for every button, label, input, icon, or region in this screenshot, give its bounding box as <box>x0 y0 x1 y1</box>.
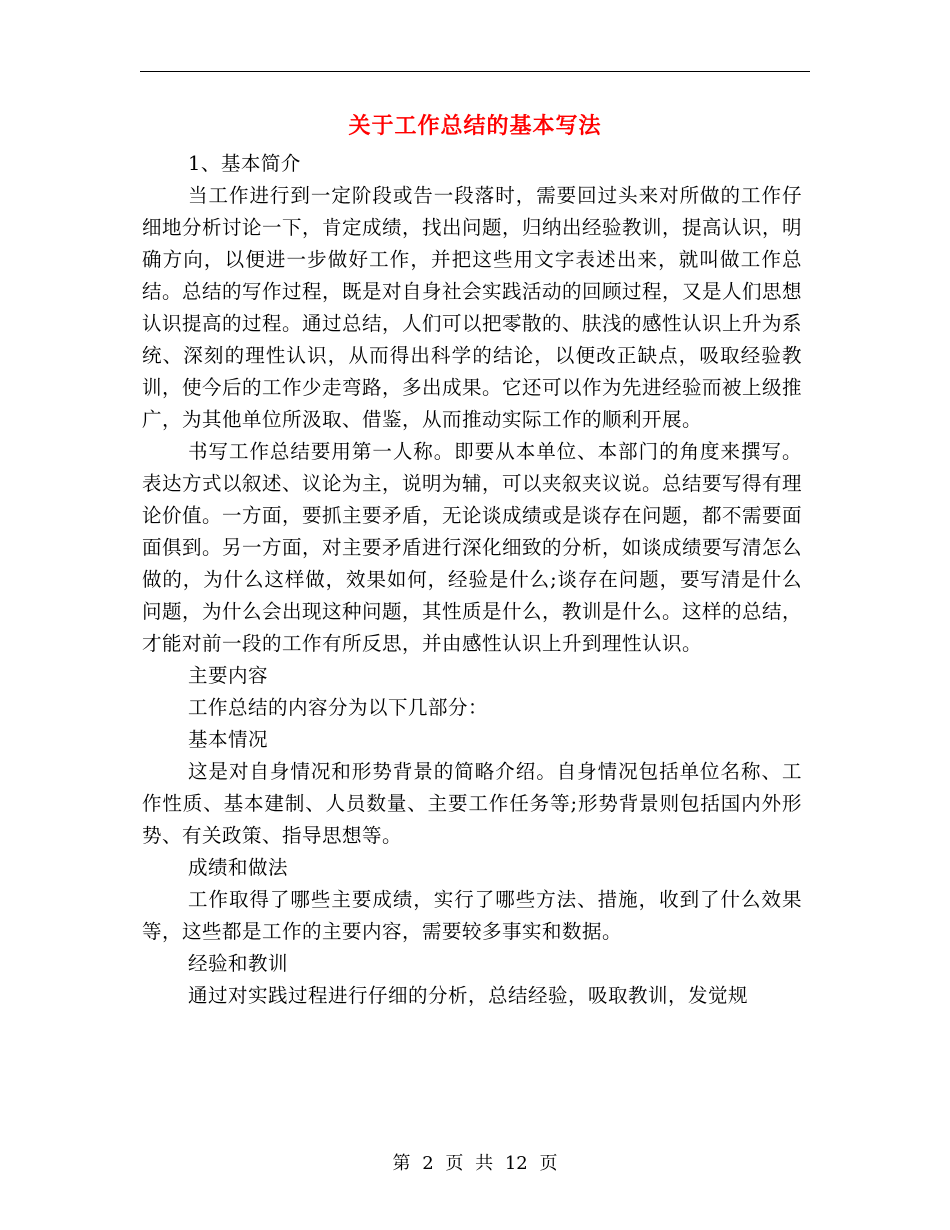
content-parts-intro: 工作总结的内容分为以下几部分： <box>188 696 489 719</box>
subheading-lessons: 经验和教训 <box>188 952 289 975</box>
paragraph-definition: 当工作进行到一定阶段或告一段落时，需要回过头来对所做的工作仔细地分析讨论一下，肯定成绩，找出问题，归纳出经验教训，提高认识，明确方向，以便进一步做好工作，并把这些用文字表述出来，就叫做工作总结。总结的写作过程，既是对自身社会实践活动的回顾过程，又是人们思想认识提高的过程。通过总结，人们可以把零散的、肤浅的感性认识上升为系统、深刻的理性认识，从而得出科学的结论，以便改正缺点，吸取经验教训，使今后的工作少走弯路，多出成果。它还可以作为先进经验而被上级推广，为其他单位所汲取、借鉴，从而推动实际工作的顺利开展。 <box>142 184 803 431</box>
subheading-basic-situation: 基本情况 <box>188 728 269 751</box>
paragraph-writing-style: 书写工作总结要用第一人称。即要从本单位、本部门的角度来撰写。表达方式以叙述、议论为主，说明为辅，可以夹叙夹议说。总结要写得有理论价值。一方面，要抓主要矛盾，无论谈成绩或是谈存在问题，都不需要面面俱到。另一方面，对主要矛盾进行深化细致的分析，如谈成绩要写清怎么做的，为什么这样做，效果如何，经验是什么;谈存在问题，要写清是什么问题，为什么会出现这种问题，其性质是什么，教训是什么。这样的总结，才能对前一段的工作有所反思，并由感性认识上升到理性认识。 <box>142 440 803 655</box>
document-body <box>142 148 802 1012</box>
paragraph-lessons: 通过对实践过程进行仔细的分析，总结经验，吸取教训，发觉规 <box>188 984 749 1007</box>
paragraph-achievements: 工作取得了哪些主要成绩，实行了哪些方法、措施，收到了什么效果等，这些都是工作的主要内容，需要较多事实和数据。 <box>142 888 802 943</box>
section-heading-main-content: 主要内容 <box>188 664 269 687</box>
document-title: 关于工作总结的基本写法 <box>348 113 602 139</box>
section-heading-intro: 1、基本简介 <box>188 152 301 175</box>
page-number-footer: 第 2 页 共 12 页 <box>392 1153 558 1174</box>
subheading-achievements: 成绩和做法 <box>188 856 289 879</box>
paragraph-basic-situation: 这是对自身情况和形势背景的简略介绍。自身情况包括单位名称、工作性质、基本建制、人员数量、主要工作任务等;形势背景则包括国内外形势、有关政策、指导思想等。 <box>142 760 802 847</box>
header-rule <box>140 71 810 72</box>
